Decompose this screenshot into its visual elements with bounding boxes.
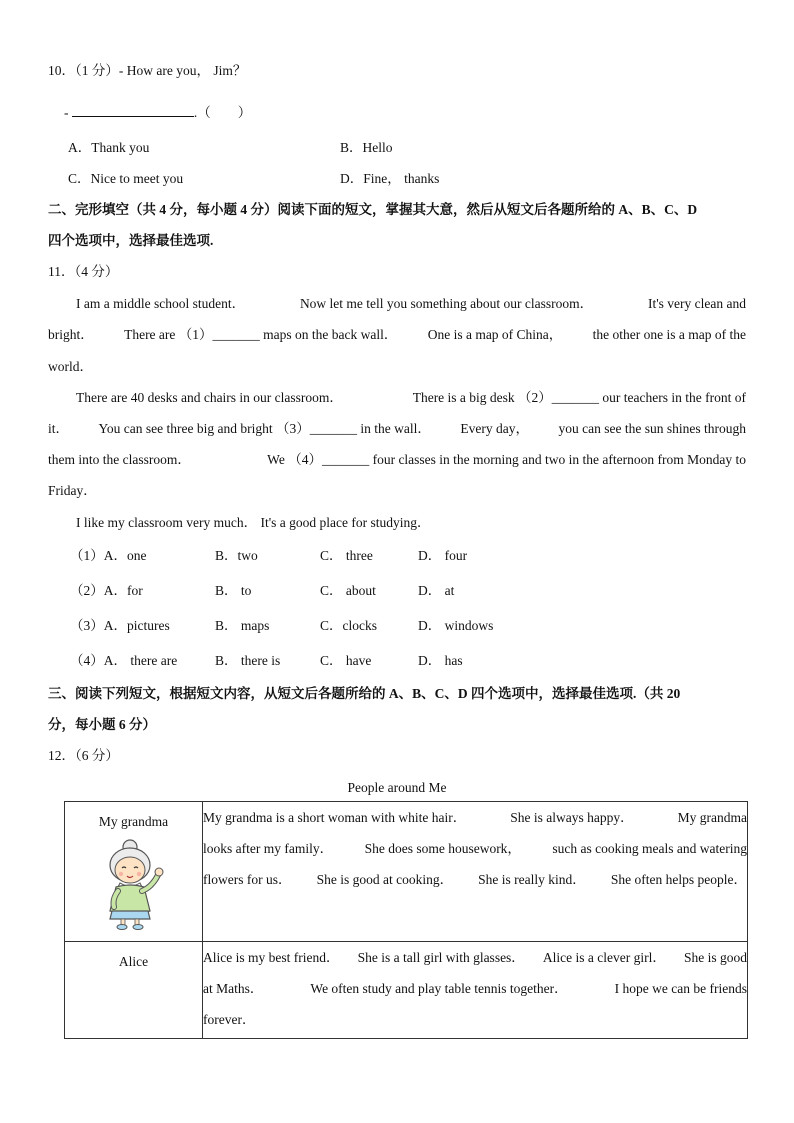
q11-choice-3-b[interactable]: B． maps bbox=[215, 618, 270, 633]
q10-option-b[interactable]: B．Hello bbox=[340, 140, 393, 155]
q11-passage-p1-line1 bbox=[76, 295, 746, 313]
q10-option-c[interactable]: C．Nice to meet you bbox=[68, 171, 184, 186]
text-segment: Now let me tell you something about our classroom． bbox=[299, 296, 594, 311]
q11-choice-4-c[interactable]: C． have bbox=[320, 653, 372, 668]
text-segment: you can see the sun shines through bbox=[558, 421, 746, 436]
table-row bbox=[65, 802, 748, 942]
text-segment: We （4）_______ four classes in the morning and two in the afternoon from Monday to bbox=[267, 452, 746, 467]
q10-answer-line bbox=[64, 103, 251, 122]
grandma-illustration bbox=[94, 835, 174, 931]
people-table bbox=[64, 801, 748, 1039]
table-row bbox=[65, 942, 748, 1039]
text-segment: One is a map of China， bbox=[427, 327, 563, 342]
text-segment: flowers for us． bbox=[203, 872, 292, 887]
section3-heading-line2: 分，每小题 6 分） bbox=[48, 717, 156, 732]
text-segment: such as cooking meals and watering bbox=[552, 841, 747, 856]
desc-line bbox=[203, 864, 747, 895]
text-segment: Alice is my best friend． bbox=[203, 950, 340, 965]
q11-passage-p2-line1 bbox=[76, 389, 746, 407]
q10-option-d[interactable]: D．Fine， thanks bbox=[340, 171, 440, 186]
q11-choice-1-a[interactable]: （1）A．one bbox=[70, 548, 147, 563]
text-segment: forever． bbox=[203, 1012, 256, 1027]
desc-cell-grandma bbox=[203, 802, 748, 942]
section2-heading-line2: 四个选项中，选择最佳选项. bbox=[48, 233, 214, 248]
text-segment: them into the classroom． bbox=[48, 452, 191, 467]
text-segment: She often helps people． bbox=[610, 872, 747, 887]
text-segment: at Maths． bbox=[203, 981, 264, 996]
name-alice: Alice bbox=[118, 954, 149, 969]
q11-passage-p1-line3: world． bbox=[48, 359, 93, 374]
text-segment: It's very clean and bbox=[647, 296, 746, 311]
q11-passage-p2-line4: Friday． bbox=[48, 483, 97, 498]
q11-choice-4-d[interactable]: D． has bbox=[418, 653, 463, 668]
q11-choice-3-d[interactable]: D． windows bbox=[418, 618, 494, 633]
desc-line bbox=[203, 973, 747, 1004]
text-segment: You can see three big and bright （3）_______ in the wall． bbox=[98, 421, 431, 436]
q11-choice-2-c[interactable]: C． about bbox=[320, 583, 376, 598]
q11-label: 11．（4 分） bbox=[48, 264, 119, 279]
name-grandma: My grandma bbox=[98, 814, 169, 829]
text-segment: Alice is a clever girl． bbox=[542, 950, 666, 965]
q11-choice-1-d[interactable]: D． four bbox=[418, 548, 468, 563]
text-segment: There are （1）_______ maps on the back wall． bbox=[124, 327, 398, 342]
text-segment: There are 40 desks and chairs in our classroom． bbox=[76, 390, 343, 405]
text-segment: it． bbox=[48, 421, 70, 436]
text-segment: Every day， bbox=[460, 421, 529, 436]
q12-label: 12．（6 分） bbox=[48, 748, 119, 763]
q11-choice-3-a[interactable]: （3）A．pictures bbox=[70, 618, 170, 633]
q11-passage-p2-line3 bbox=[48, 451, 746, 469]
q11-choice-2-d[interactable]: D． at bbox=[418, 583, 455, 598]
text-segment: I am a middle school student． bbox=[76, 296, 246, 311]
section3-heading-line1: 三、阅读下列短文，根据短文内容，从短文后各题所给的 A、B、C、D 四个选项中，选择最佳选项.（共 20 bbox=[48, 686, 681, 701]
text-segment: There is a big desk （2）_______ our teachers in the front of bbox=[412, 390, 746, 405]
desc-line bbox=[203, 1004, 747, 1035]
text-segment: looks after my family． bbox=[203, 841, 334, 856]
q10-answer-blank[interactable] bbox=[72, 103, 194, 117]
text-segment: My grandma bbox=[677, 810, 747, 825]
section2-heading-line1: 二、完形填空（共 4 分，每小题 4 分）阅读下面的短文，掌握其大意，然后从短文后各题所给的 A、B、C、D bbox=[48, 202, 698, 217]
text-segment: She is really kind． bbox=[478, 872, 586, 887]
name-cell-alice bbox=[65, 942, 203, 1039]
q12-title: People around Me bbox=[347, 780, 447, 795]
text-segment: She is good at cooking． bbox=[316, 872, 454, 887]
q11-passage-p1-line2 bbox=[48, 326, 746, 344]
text-segment: I hope we can be friends bbox=[614, 981, 747, 996]
text-segment: bright． bbox=[48, 327, 94, 342]
desc-line bbox=[203, 942, 747, 973]
text-segment: My grandma is a short woman with white hair． bbox=[203, 810, 467, 825]
q11-passage-p3: I like my classroom very much． It's a good place for studying． bbox=[76, 515, 431, 530]
q11-passage-p2-line2 bbox=[48, 420, 746, 438]
q11-choice-3-c[interactable]: C．clocks bbox=[320, 618, 377, 633]
desc-cell-alice bbox=[203, 942, 748, 1039]
q11-choice-1-c[interactable]: C． three bbox=[320, 548, 373, 563]
q11-choice-2-a[interactable]: （2）A．for bbox=[70, 583, 143, 598]
q11-choice-4-a[interactable]: （4）A． there are bbox=[70, 653, 178, 668]
text-segment: She does some housework， bbox=[364, 841, 521, 856]
q10-answer-paren: .（ ） bbox=[193, 105, 252, 120]
name-cell-grandma bbox=[65, 802, 203, 942]
q11-choice-4-b[interactable]: B． there is bbox=[215, 653, 281, 668]
text-segment: She is a tall girl with glasses． bbox=[357, 950, 525, 965]
q10-option-a[interactable]: A．Thank you bbox=[68, 140, 150, 155]
desc-line bbox=[203, 833, 747, 864]
q11-choice-1-b[interactable]: B．two bbox=[215, 548, 258, 563]
text-segment: She is good bbox=[683, 950, 747, 965]
text-segment: She is always happy． bbox=[510, 810, 634, 825]
q10-answer-dash: - bbox=[64, 105, 69, 120]
desc-line bbox=[203, 802, 747, 833]
q11-choice-2-b[interactable]: B． to bbox=[215, 583, 252, 598]
q10-question: 10．（1 分）- How are you， Jim？ bbox=[48, 63, 247, 78]
text-segment: We often study and play table tennis together． bbox=[310, 981, 568, 996]
text-segment: the other one is a map of the bbox=[592, 327, 746, 342]
